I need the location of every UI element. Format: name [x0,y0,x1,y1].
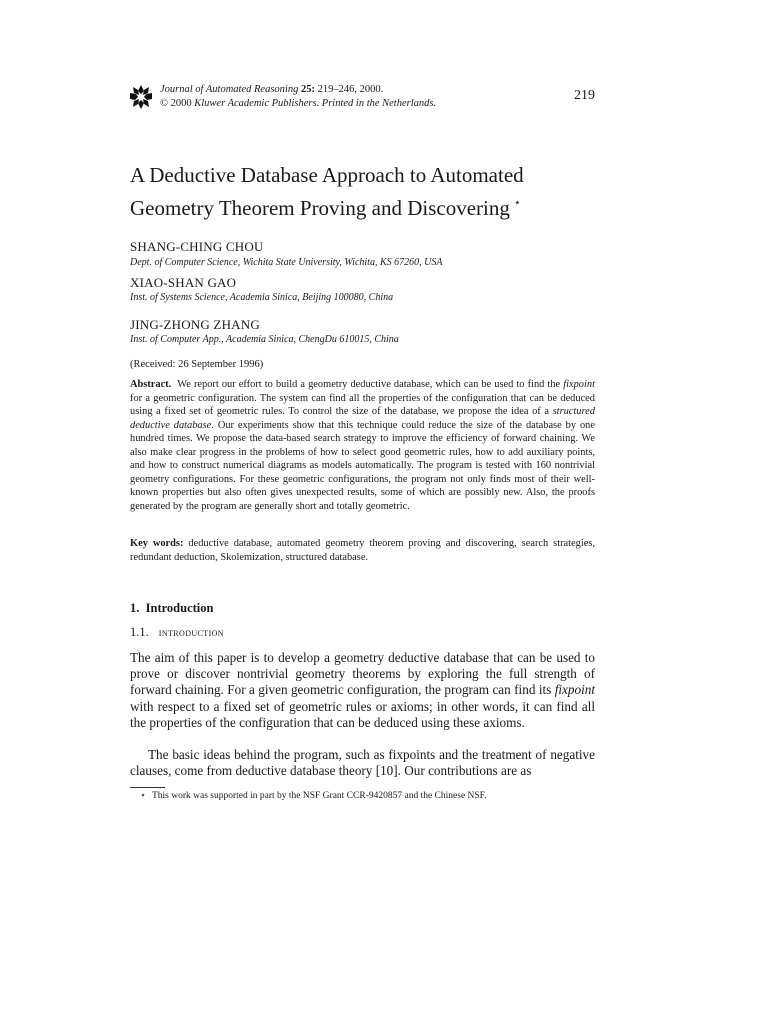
journal-line-2 [160,97,436,111]
keywords-label: Key words: [130,538,184,549]
body-emphasis: fixpoint [554,682,596,698]
kluwer-logo-icon [130,85,152,109]
journal-header [130,83,595,113]
abstract-text: . Our experiments show that this technique could reduce the size of the database by one hundred times. We propose the data-based search strategy to improve the efficiency of forward chaining. We also make clear progress in the problems of how to select good geometric rules, how to add auxiliary points, and how to construct numerical diagrams as models automatically. The program is tested with 160 nontrivial geometry configurations. For these geometric configurations, the program not only finds most of their well-known properties but also often gives unexpected results, some of which are possibly new. Also, the proofs generated by the program are generally short and totally geometric. [130,419,595,512]
received-date: (Received: 26 September 1996) [130,359,264,370]
body-paragraph [130,650,595,731]
title-footnote-star: ⋆ [513,197,521,209]
body-paragraph: The basic ideas behind the program, such as fixpoints and the treatment of negative clauses, come from deductive database theory [10]. Our contributions are as [130,747,595,779]
abstract-emphasis: fixpoint [563,379,595,390]
abstract-label: Abstract. [130,379,172,390]
printed-note: Printed in the Netherlands. [321,98,437,109]
footnote-divider [130,787,165,788]
journal-name: Journal of Automated Reasoning [160,84,299,95]
subsection-number: 1.1. [130,625,149,639]
journal-line-1 [160,83,436,97]
title-line-1: A Deductive Database Approach to Automated [130,163,524,187]
footnote [140,790,487,801]
copyright-year: © 2000 [160,98,192,109]
footnote-star: ⋆ [140,791,146,801]
title-line-2: Geometry Theorem Proving and Discovering [130,196,510,220]
abstract [130,378,595,513]
author-affiliation: Dept. of Computer Science, Wichita State University, Wichita, KS 67260, USA [130,257,443,268]
abstract-emphasis: structured deductive database [130,406,595,431]
abstract-text: We report our effort to build a geometry deductive database, which can be used to find the [177,379,561,390]
keywords [130,537,595,564]
page-number: 219 [574,88,595,103]
body-text: The aim of this paper is to develop a geometry deductive database that can be used to prove or discover nontrivial geometry theorems by exploring the full strength of forward chaining. For a given geometric configuration, the program can find its [130,650,595,698]
section-heading [130,601,213,616]
author-name: SHANG-CHING CHOU [130,239,264,254]
journal-pages-year: 219–246, 2000. [317,84,384,95]
section-title: Introduction [145,601,214,615]
abstract-text: for a geometric configuration. The system can find all the properties of the configuration that can be deduced using a fixed set of geometric rules. To control the size of the database, we propose the idea of a [130,392,595,417]
section-number: 1. [130,601,140,615]
body-text: with respect to a fixed set of geometric rules or axioms; in other words, it can find all the properties of the configuration that can be deduced using these axioms. [130,698,595,730]
subsection-heading [130,625,224,640]
journal-volume: 25: [300,84,315,95]
author-name: JING-ZHONG ZHANG [130,317,260,332]
footnote-text: This work was supported in part by the NSF Grant CCR-9420857 and the Chinese NSF. [151,791,487,801]
publisher-name: Kluwer Academic Publishers. [194,98,320,109]
keywords-text: deductive database, automated geometry theorem proving and discovering, search strategies, redundant deduction, Skolemization, structured database. [130,538,595,563]
author-affiliation: Inst. of Computer App., Academia Sinica, ChengDu 610015, China [130,334,399,345]
journal-citation [160,83,436,111]
author-name: XIAO-SHAN GAO [130,275,237,290]
author-affiliation: Inst. of Systems Science, Academia Sinica, Beijing 100080, China [130,292,394,303]
subsection-title: introduction [158,627,224,639]
paper-title [130,161,630,222]
